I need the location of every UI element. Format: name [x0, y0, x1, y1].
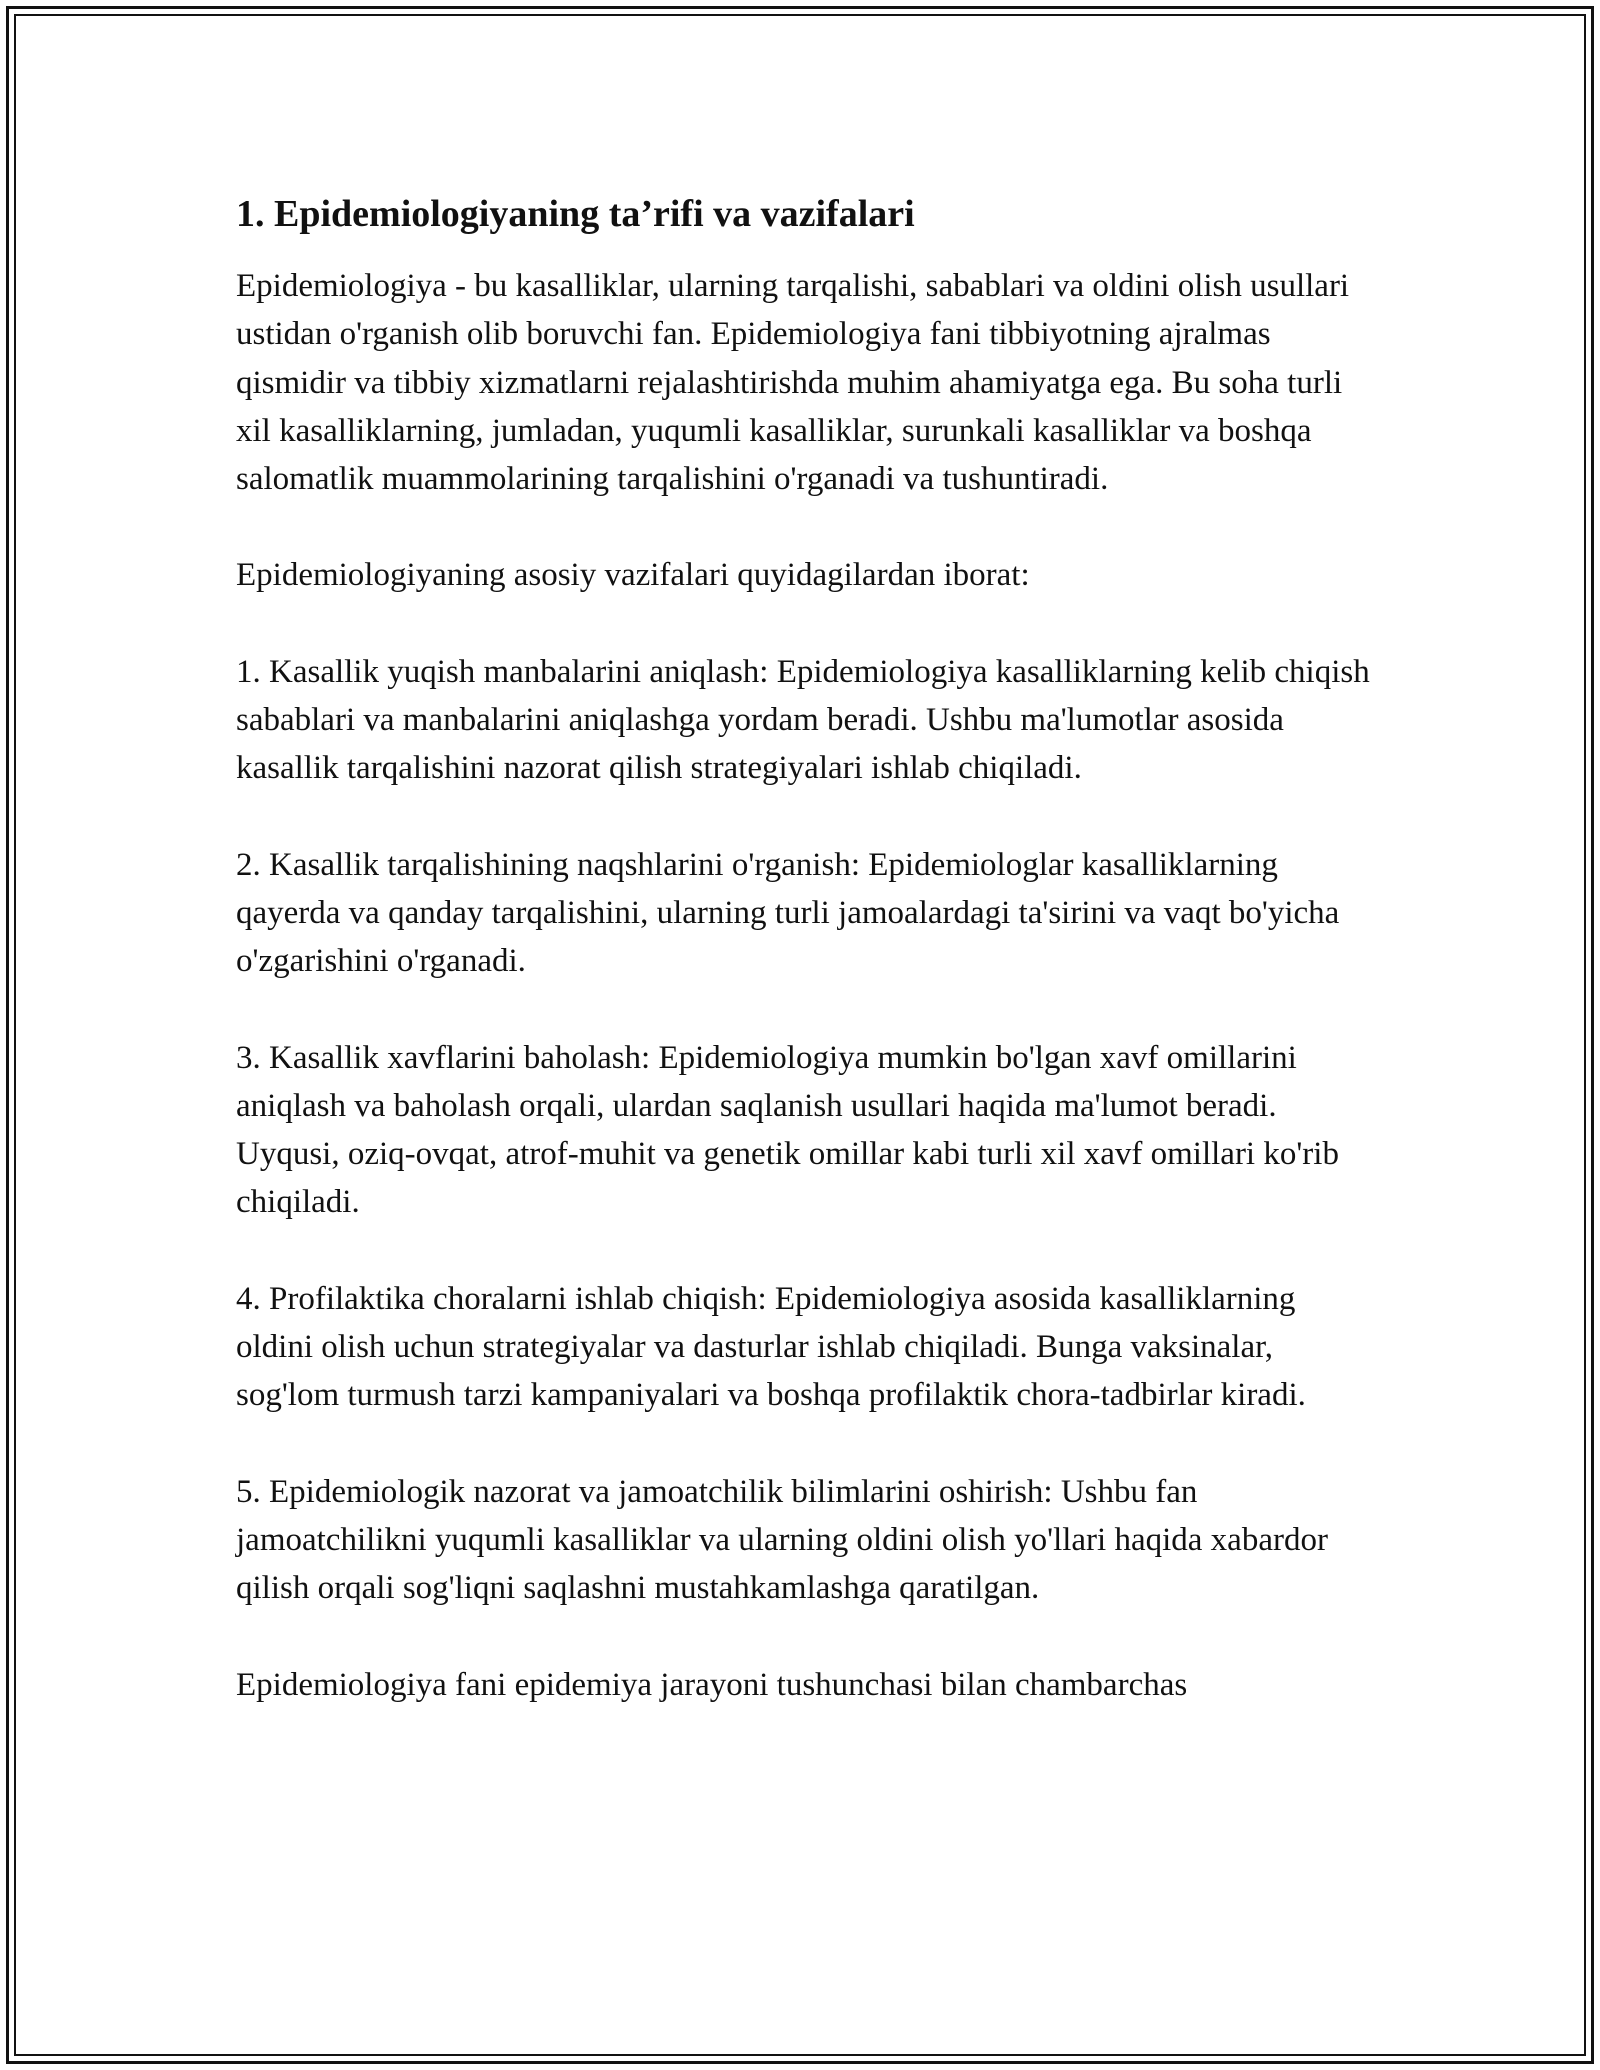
document-body	[236, 188, 1376, 1709]
paragraph-closing: Epidemiologiya fani epidemiya jarayoni tushunchasi bilan chambarchas	[236, 1666, 1188, 1703]
list-item-task-3: 3. Kasallik xavflarini baholash: Epidemiologiya mumkin bo'lgan xavf omillarini aniqlash va baholash orqali, ulardan saqlanish usullari haqida ma'lumot beradi. Uyqusi, oziq-ovqat, atrof-muhit va genetik omillar kabi turli xil xavf omillari ko'rib chiqiladi.	[236, 1039, 1339, 1221]
section-heading: 1. Epidemiologiyaning ta’rifi va vazifalari	[236, 193, 915, 235]
paragraph-tasks-intro: Epidemiologiyaning asosiy vazifalari quyidagilardan iborat:	[236, 557, 1030, 594]
list-item-task-1: 1. Kasallik yuqish manbalarini aniqlash: Epidemiologiya kasalliklarning kelib chiqish sabablari va manbalarini aniqlashga yordam beradi. Ushbu ma'lumotlar asosida kasallik tarqalishini nazorat qilish strategiyalari ishlab chiqiladi.	[236, 653, 1370, 787]
paragraph-definition: Epidemiologiya - bu kasalliklar, ularning tarqalishi, sabablari va oldini olish usullari ustidan o'rganish olib boruvchi fan. Epidemiologiya fani tibbiyotning ajralmas qismidir va tibbiy xizmatlarni rejalashtirishda muhim ahamiyatga ega. Bu soha turli xil kasalliklarning, jumladan, yuqumli kasalliklar, surunkali kasalliklar va boshqa salomatlik muammolarining tarqalishini o'rganadi va tushuntiradi.	[236, 268, 1350, 498]
list-item-task-4: 4. Profilaktika choralarni ishlab chiqish: Epidemiologiya asosida kasalliklarning oldini olish uchun strategiyalar va dasturlar ishlab chiqiladi. Bunga vaksinalar, sog'lom turmush tarzi kampaniyalari va boshqa profilaktik chora-tadbirlar kiradi.	[236, 1280, 1306, 1414]
list-item-task-5: 5. Epidemiologik nazorat va jamoatchilik bilimlarini oshirish: Ushbu fan jamoatchilikni yuqumli kasalliklar va ularning oldini olish yo'llari haqida xabardor qilish orqali sog'liqni saqlashni mustahkamlashga qaratilgan.	[236, 1473, 1328, 1607]
list-item-task-2: 2. Kasallik tarqalishining naqshlarini o'rganish: Epidemiologlar kasalliklarning qayerda va qanday tarqalishini, ularning turli jamoalardagi ta'sirini va vaqt bo'yicha o'zgarishini o'rganadi.	[236, 846, 1340, 980]
